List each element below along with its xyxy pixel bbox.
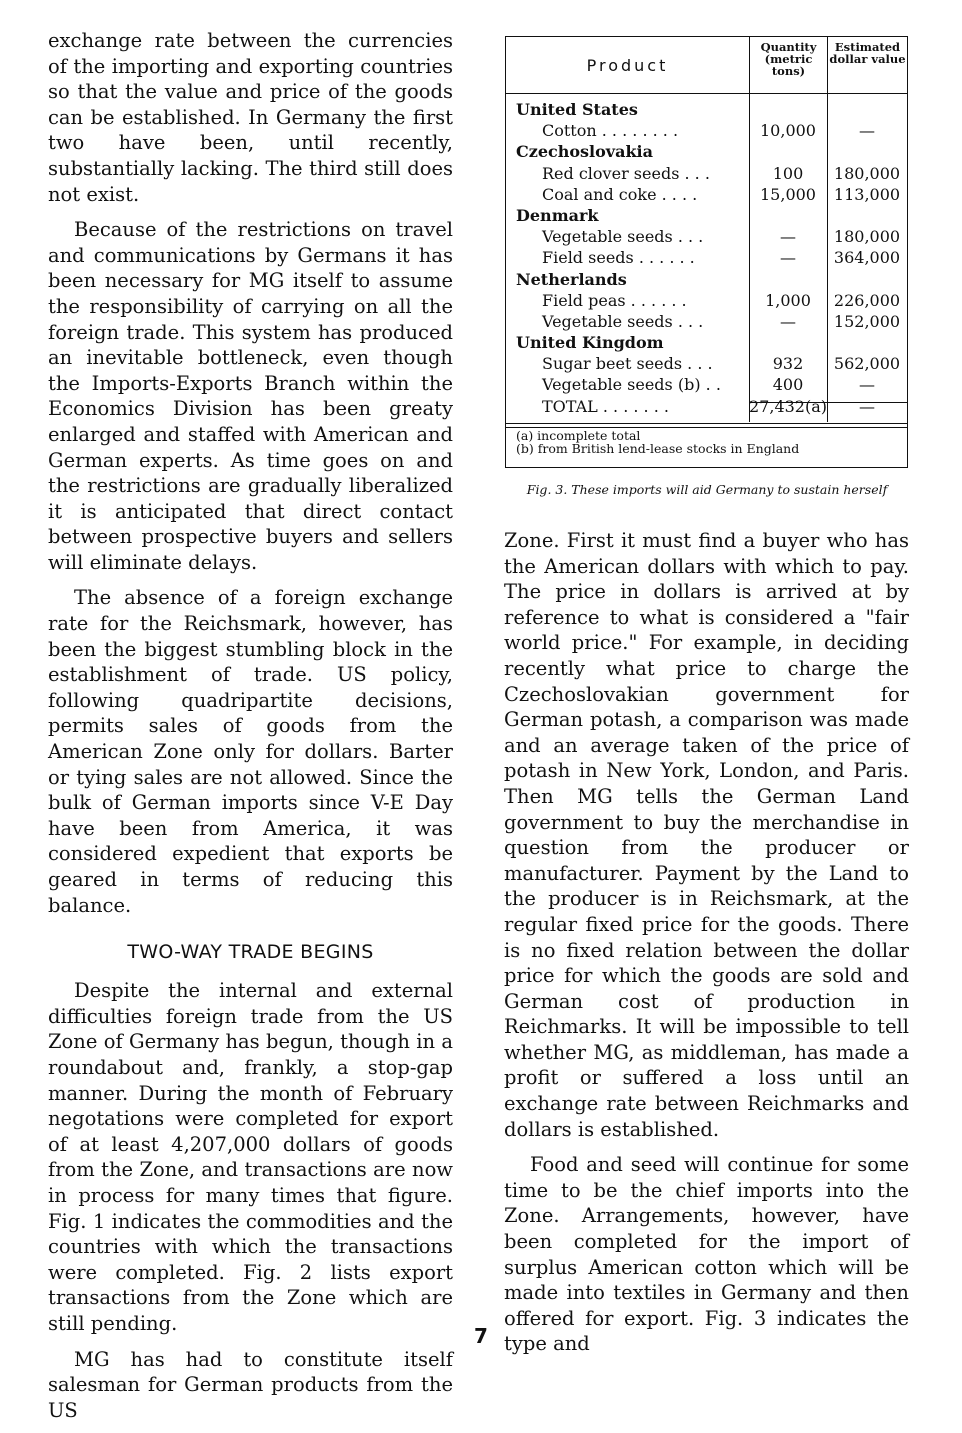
value-cell: 180,000 [833, 227, 901, 247]
left-column [48, 28, 453, 1433]
dot-leader: . . [700, 375, 721, 395]
right-column [504, 528, 909, 1367]
product-text: Vegetable seeds [542, 311, 673, 331]
product-text: Coal and coke [542, 184, 657, 204]
table-row [506, 141, 907, 162]
header-product: Product [586, 55, 669, 75]
section-heading: TWO-WAY TRADE BEGINS [127, 941, 374, 964]
left-paragraph-3: The absence of a foreign exchange rate for the Reichsmark, however, has been the biggest stumbling block in the establishment of trade. US policy, following quadripartite decisions, permits sales of goods from the American Zone only for dollars. Barter or tying sales are not allowed. Since the bulk of German imports since V-E Day have been from America, it was considered expedient that exports be geared in terms of reducing this balance. [48, 586, 453, 917]
table-row [506, 332, 907, 353]
dot-leader: . . . . . . [633, 248, 695, 268]
total-rule [749, 402, 907, 403]
product-text: Vegetable seeds [542, 227, 673, 247]
country-name: United States [516, 100, 638, 119]
value-cell: — [859, 396, 875, 416]
value-cell: 180,000 [833, 163, 901, 183]
country-name: Denmark [516, 205, 599, 225]
table-row [506, 163, 907, 184]
quantity-cell: — [780, 248, 796, 268]
product-name [542, 311, 703, 332]
table-row [506, 205, 907, 226]
table-row [506, 353, 907, 374]
quantity-cell: 932 [772, 354, 804, 374]
dot-leader: . . . [682, 354, 713, 374]
left-paragraph-5: MG has had to constitute itself salesman for German products from the US [48, 1347, 453, 1422]
table-row [506, 269, 907, 290]
product-name [542, 247, 695, 268]
dot-leader: . . . [672, 311, 704, 331]
left-paragraph-2: Because of the restrictions on travel and communications by Germans it has been necessary for MG itself to assume the responsibility of carrying on all the foreign trade. This system has produced an inevitable bottleneck, even though the Imports-Exports Branch within the Economics Division has been greaty enlarged and staffed with American and German experts. As time goes on and the restrictions are gradually liberalized it is anticipated that direct contact between prospective buyers and sellers will eliminate delays. [48, 218, 453, 574]
dot-leader: . . . . . . . [597, 396, 669, 416]
product-text: Field seeds [542, 248, 634, 268]
dot-leader: . . . . . . [625, 290, 687, 310]
table-row [506, 226, 907, 247]
value-cell: 364,000 [833, 248, 901, 268]
country-name: Czechoslovakia [516, 142, 653, 162]
value-cell: — [859, 375, 875, 395]
quantity-cell: 15,000 [760, 184, 816, 204]
product-text: Vegetable seeds (b) [542, 375, 701, 395]
table-row [506, 311, 907, 332]
dot-leader: . . . . . . . . [596, 121, 679, 141]
dot-leader: . . . [672, 227, 704, 247]
table-row [506, 120, 907, 141]
value-cell: 562,000 [833, 354, 901, 374]
total-label [542, 396, 669, 417]
country-name: Netherlands [516, 269, 627, 289]
value-cell: 226,000 [833, 290, 901, 310]
product-text: Red clover seeds [542, 163, 680, 183]
quantity-cell: — [780, 311, 796, 331]
right-paragraph-2: Food and seed will continue for some time to be the chief imports into the Zone. Arrangements, however, have been completed for the import of surplus American cotton which will be made into textiles in Germany and then offered for export. Fig. 3 indicates the type and [504, 1153, 909, 1356]
product-name [542, 120, 678, 141]
note-a: (a) incomplete total [516, 428, 641, 443]
product-name [542, 226, 703, 247]
value-cell: 113,000 [833, 184, 901, 204]
figure-caption: Fig. 3. These imports will aid Germany to sustain herself [526, 482, 888, 497]
left-paragraph-1: exchange rate between the currencies of the importing and exporting countries so that the value and price of the goods can be established. In Germany the first two have been, until recently, substantially lacking. The third still does not exist. [48, 29, 453, 206]
dot-leader: . . . . [656, 184, 698, 204]
left-paragraph-4: Despite the internal and external difficulties foreign trade from the US Zone of Germany has begun, though in a roundabout and, frankly, a stop-gap manner. During the month of February negotations were completed for export of at least 4,207,000 dollars of goods from the Zone, and transactions are now in process for many times that figure. Fig. 1 indicates the commodities and the countries with which the transactions were completed. Fig. 2 lists export transactions from the Zone which are still pending. [48, 979, 453, 1335]
quantity-cell: 100 [772, 163, 804, 183]
table-row [506, 99, 907, 120]
quantity-cell: 10,000 [760, 121, 816, 141]
header-quantity: Quantity (metric tons) [749, 37, 827, 93]
value-cell: 152,000 [833, 311, 901, 331]
table-row [506, 184, 907, 205]
product-name [542, 374, 721, 395]
product-text: Sugar beet seeds [542, 354, 683, 374]
product-name [542, 184, 697, 205]
quantity-cell: 27,432(a) [749, 396, 828, 416]
table-notes [516, 430, 799, 455]
product-text: Cotton [542, 121, 597, 141]
table-body [506, 99, 907, 417]
value-cell: — [859, 121, 875, 141]
note-b: (b) from British lend-lease stocks in England [516, 440, 800, 456]
product-name [542, 163, 710, 184]
product-text: TOTAL [542, 396, 598, 416]
table-row [506, 247, 907, 268]
quantity-cell: — [780, 227, 796, 247]
country-name: United Kingdom [516, 333, 664, 353]
product-text: Field peas [542, 290, 626, 310]
header-value: Estimated dollar value [827, 37, 907, 93]
table-row [506, 290, 907, 311]
table-header [506, 37, 907, 94]
page-number: 7 [474, 1324, 488, 1348]
product-name [542, 290, 687, 311]
product-name [542, 353, 713, 374]
imports-table [505, 36, 908, 468]
table-row [506, 374, 907, 395]
dot-leader: . . . [679, 163, 710, 183]
right-paragraph-1: Zone. First it must find a buyer who has the American dollars with which to pay. The price in dollars is arrived at by reference to what is considered a "fair world price." For example, in deciding recently what price to charge the Czechoslovakian government for German potash, a comparison was made and an average taken of the price of potash in New York, London, and Paris. Then MG tells the German Land government to buy the merchandise in question from the producer or manufacturer. Payment by the Land to the producer is in Reichsmark, at the regular fixed price for the goods. There is no fixed relation between the dollar price for which the goods are sold and German cost of production in Reichmarks. It will be impossible to tell whether MG, as middleman, has made a profit or suffered a loss until an exchange rate between Reichmarks and dollars is established. [504, 529, 909, 1141]
quantity-cell: 400 [772, 375, 804, 395]
table-row [506, 396, 907, 417]
quantity-cell: 1,000 [765, 290, 811, 310]
